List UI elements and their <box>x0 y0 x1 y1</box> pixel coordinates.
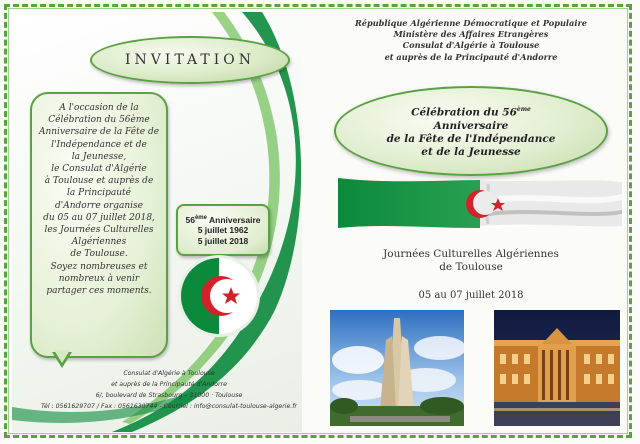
journees-title <box>318 248 624 274</box>
celebration-superscript: ème <box>516 106 531 114</box>
anniversary-number: 56 <box>185 214 195 225</box>
footer-line-2: et auprès de la Principauté d'Andorre <box>111 381 227 388</box>
anniversary-date-1962: 5 juillet 1962 <box>197 225 249 236</box>
anniversary-date-2018: 5 juillet 2018 <box>197 236 249 247</box>
invitation-message-line: Célébration du 56ème <box>48 115 150 126</box>
anniversary-label <box>185 213 260 226</box>
invitation-message-line: Algériennes <box>71 237 127 248</box>
invitation-message-line: Soyez nombreuses et <box>50 261 148 272</box>
invitation-message-line: à Toulouse et auprès de <box>44 176 154 187</box>
celebration-line-1 <box>411 103 531 120</box>
celebration-line-2: Anniversaire <box>433 119 509 132</box>
footer-line-3: 6/, boulevard de Strasbourg – 31000 · Toulouse <box>95 392 243 399</box>
journees-line-2: de Toulouse <box>439 261 503 273</box>
invitation-message-line: partager ces moments. <box>46 286 152 297</box>
algerian-flag-medallion-icon <box>169 252 279 352</box>
invitation-message <box>38 102 160 297</box>
celebration-badge <box>334 86 608 176</box>
official-header <box>318 18 624 63</box>
invitation-title: INVITATION <box>125 52 255 68</box>
right-panel <box>318 12 624 432</box>
maqam-echahid-monument-photo <box>330 310 464 426</box>
anniversary-superscript: ème <box>194 214 207 221</box>
celebration-line-4: et de la Jeunesse <box>421 145 521 158</box>
celebration-line-3: de la Fête de l'Indépendance <box>386 132 556 145</box>
anniversary-badge <box>176 204 270 256</box>
invitation-message-line: du 05 au 07 juillet 2018, <box>43 212 155 223</box>
invitation-message-line: d'Andorre organise <box>55 200 143 211</box>
invitation-message-line: Anniversaire de la Fête de <box>38 127 160 138</box>
left-panel <box>12 12 302 432</box>
invitation-message-line: nombreux à venir <box>58 273 140 284</box>
invitation-message-line: le Consulat d'Algérie <box>51 164 147 175</box>
capitole-toulouse-night-photo <box>494 310 620 426</box>
celebration-line-1-text: Célébration du 56 <box>411 106 517 119</box>
invitation-message-line: la Principauté <box>67 188 131 199</box>
invitation-title-badge <box>90 36 290 84</box>
invitation-message-bubble <box>30 92 168 358</box>
invitation-message-line: l'Indépendance et de <box>51 139 147 150</box>
event-dates: 05 au 07 juillet 2018 <box>418 290 524 301</box>
consulate-footer <box>24 368 302 432</box>
invitation-message-line: la Jeunesse, <box>71 151 127 162</box>
journees-line-1: Journées Culturelles Algériennes <box>383 248 559 260</box>
footer-line-4: Tél : 0561629707 / Fax : 0561630744 - Courriel : info@consulat-toulouse-algerie.fr <box>41 403 297 410</box>
footer-line-1: Consulat d'Algérie à Toulouse <box>123 370 215 377</box>
header-line-2: Ministère des Affaires Etrangères <box>393 29 549 40</box>
header-line-3: Consulat d'Algérie à Toulouse <box>402 40 540 51</box>
invitation-message-line: A l'occasion de la <box>59 103 139 113</box>
invitation-message-line: de Toulouse. <box>70 249 128 260</box>
header-line-1: République Algérienne Démocratique et Populaire <box>354 18 587 28</box>
bubble-tail-inner <box>54 350 70 363</box>
invitation-message-line: les Journées Culturelles <box>44 225 154 236</box>
header-line-4: et auprès de la Principauté d'Andorre <box>384 51 558 62</box>
anniversary-word: Anniversaire <box>206 214 261 225</box>
algerian-flag-banner-icon <box>338 176 622 232</box>
